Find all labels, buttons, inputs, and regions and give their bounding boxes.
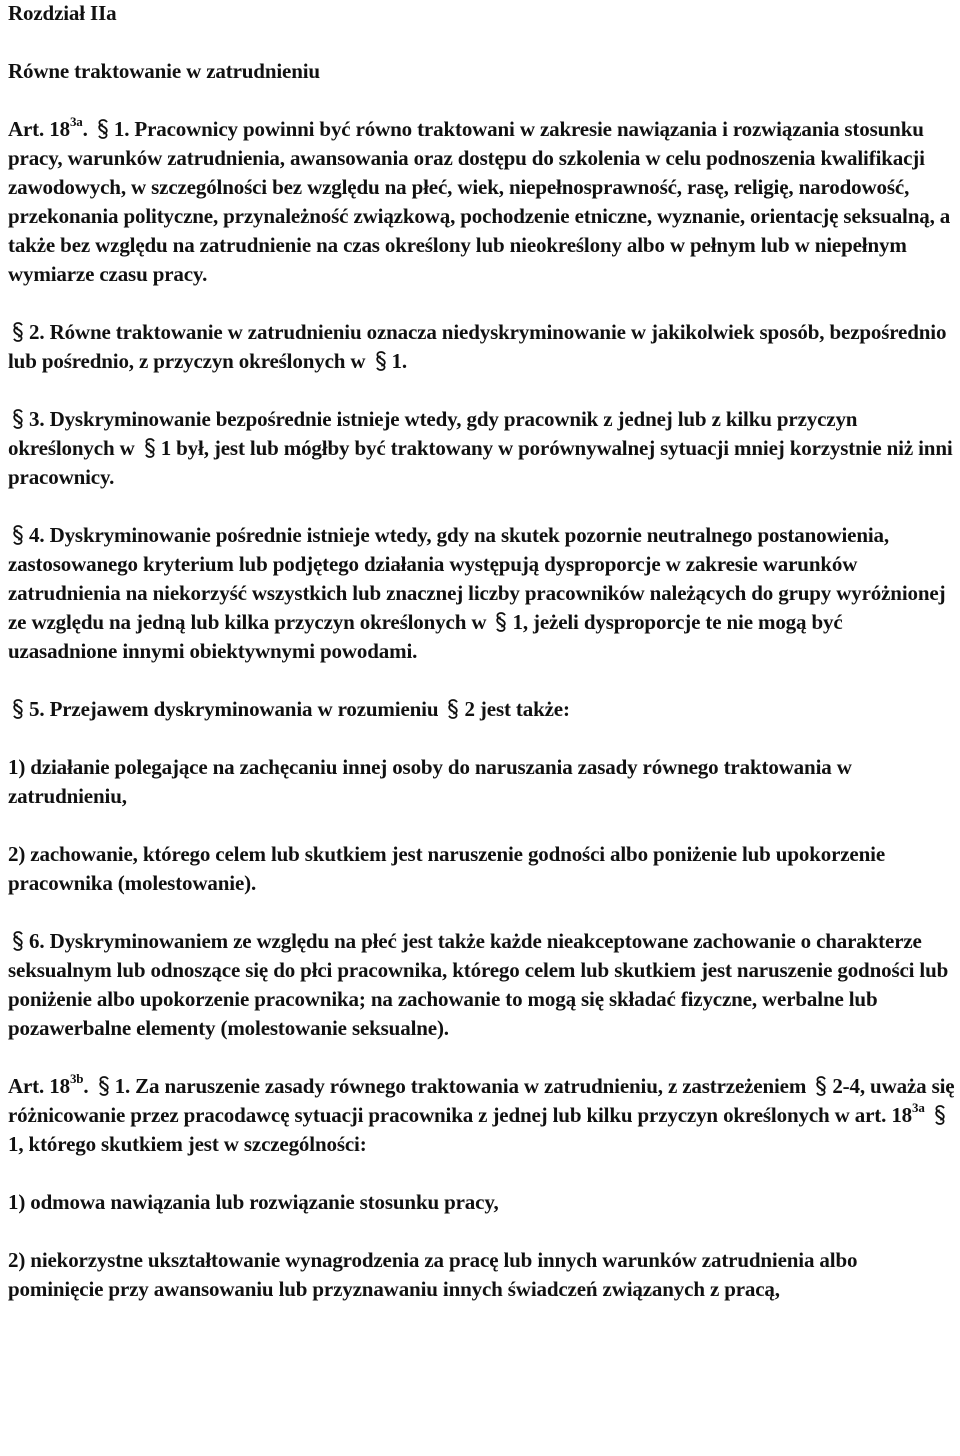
art-18-3b-item-1	[8, 1188, 956, 1217]
art-18-3a-para-3	[8, 405, 956, 492]
art-18-3a-para-5	[8, 695, 956, 724]
section-sign-icon	[374, 351, 388, 371]
paragraph-text-ref: 1.	[391, 349, 407, 373]
article-suffix: .	[83, 1074, 89, 1098]
art-18-3b-item-2	[8, 1246, 956, 1304]
paragraph-text-ref: 1, jeżeli dysproporcje te nie mogą być uzasadnione innymi obiektywnymi powodami.	[8, 610, 843, 663]
section-sign-icon	[97, 1076, 111, 1096]
section-sign-icon	[11, 525, 25, 545]
paragraph-text-mid: 2-4, uważa się różnicowanie przez pracodawcę sytuacji pracownika z jednej lub kilku przyczyn określonych w art. 18	[8, 1074, 955, 1127]
article-number: Art. 18	[8, 1074, 70, 1098]
document-body	[8, 0, 956, 1333]
list-item-text: 2) niekorzystne ukształtowanie wynagrodzenia za pracę lub innych warunków zatrudnienia albo pominięcie przy awansowaniu lub przyznawaniu innych świadczeń związanych z pracą,	[8, 1248, 858, 1301]
paragraph-number: 6.	[29, 929, 45, 953]
section-sign-icon	[446, 699, 460, 719]
art-18-3a-para-5-item-2	[8, 840, 956, 898]
art-18-3a-para-1	[8, 115, 956, 289]
art-18-3b-para-1	[8, 1072, 956, 1159]
section-sign-icon	[11, 931, 25, 951]
reference-superscript: 3a	[912, 1100, 925, 1115]
paragraph-number: 1.	[114, 1074, 131, 1098]
art-18-3a-para-2	[8, 318, 956, 376]
article-suffix: .	[82, 117, 88, 141]
paragraph-text: Za naruszenie zasady równego traktowania w zatrudnieniu, z zastrzeżeniem	[135, 1074, 807, 1098]
paragraph-text-ref: 2 jest także:	[464, 697, 570, 721]
section-sign-icon	[11, 322, 25, 342]
article-superscript: 3a	[69, 114, 83, 129]
article-superscript: 3b	[69, 1071, 84, 1086]
section-sign-icon	[494, 612, 508, 632]
paragraph-text: Równe traktowanie w zatrudnieniu oznacza niedyskryminowanie w jakikolwiek sposób, bezpośrednio lub pośrednio, z przyczyn określonych w	[8, 320, 947, 373]
section-sign-icon	[933, 1105, 947, 1125]
paragraph-number: 5.	[29, 697, 45, 721]
list-item-text: 1) działanie polegające na zachęcaniu innej osoby do naruszania zasady równego traktowania w zatrudnieniu,	[8, 755, 852, 808]
paragraph-text: Dyskryminowanie bezpośrednie istnieje wtedy, gdy pracownik z jednej lub z kilku przyczyn określonych w	[8, 407, 858, 460]
paragraph-text-ref: 1, którego skutkiem jest w szczególności:	[8, 1132, 367, 1156]
chapter-label: Rozdział IIa	[8, 1, 117, 25]
article-number: Art. 18	[8, 117, 70, 141]
paragraph-text: Dyskryminowanie pośrednie istnieje wtedy, gdy na skutek pozornie neutralnego postanowienia, zastosowanego kryterium lub podjętego działania występują dysproporcje w zakresie warunków zatrudnienia na niekorzyść wszystkich lub znacznej liczby pracowników należących do grupy wyróżnionej ze względu na jedną lub kilka przyczyn określonych w	[8, 523, 946, 634]
section-sign-icon	[143, 438, 157, 458]
paragraph-text: Dyskryminowaniem ze względu na płeć jest także każde nieakceptowane zachowanie o charakterze seksualnym lub odnoszące się do płci pracownika, którego celem lub skutkiem jest naruszenie godności lub poniżenie albo upokorzenie pracownika; na zachowanie to mogą się składać fizyczne, werbalne lub pozawerbalne elementy (molestowanie seksualne).	[8, 929, 949, 1040]
chapter-title	[8, 57, 956, 86]
section-sign-icon	[814, 1076, 828, 1096]
paragraph-number: 3.	[29, 407, 45, 431]
paragraph-text: Przejawem dyskryminowania w rozumieniu	[49, 697, 439, 721]
chapter-heading	[8, 0, 956, 28]
paragraph-number: 1.	[113, 117, 130, 141]
art-18-3a-para-6	[8, 927, 956, 1043]
section-sign-icon	[11, 409, 25, 429]
paragraph-number: 2.	[29, 320, 45, 344]
chapter-title-text: Równe traktowanie w zatrudnieniu	[8, 59, 320, 83]
art-18-3a-para-4	[8, 521, 956, 666]
paragraph-text: Pracownicy powinni być równo traktowani w zakresie nawiązania i rozwiązania stosunku pracy, warunków zatrudnienia, awansowania oraz dostępu do szkolenia w celu podnoszenia kwalifikacji zawodowych, w szczególności bez względu na płeć, wiek, niepełnosprawność, rasę, religię, narodowość, przekonania polityczne, przynależność związkową, pochodzenie etniczne, wyznanie, orientację seksualną, a także bez względu na zatrudnienie na czas określony lub nieokreślony albo w pełnym lub w niepełnym wymiarze czasu pracy.	[8, 117, 951, 286]
section-sign-icon	[96, 119, 110, 139]
art-18-3a-para-5-item-1	[8, 753, 956, 811]
list-item-text: 1) odmowa nawiązania lub rozwiązanie stosunku pracy,	[8, 1190, 499, 1214]
paragraph-text-ref: 1 był, jest lub mógłby być traktowany w porównywalnej sytuacji mniej korzystnie niż inni pracownicy.	[8, 436, 953, 489]
paragraph-number: 4.	[29, 523, 45, 547]
list-item-text: 2) zachowanie, którego celem lub skutkiem jest naruszenie godności albo poniżenie lub upokorzenie pracownika (molestowanie).	[8, 842, 885, 895]
section-sign-icon	[11, 699, 25, 719]
